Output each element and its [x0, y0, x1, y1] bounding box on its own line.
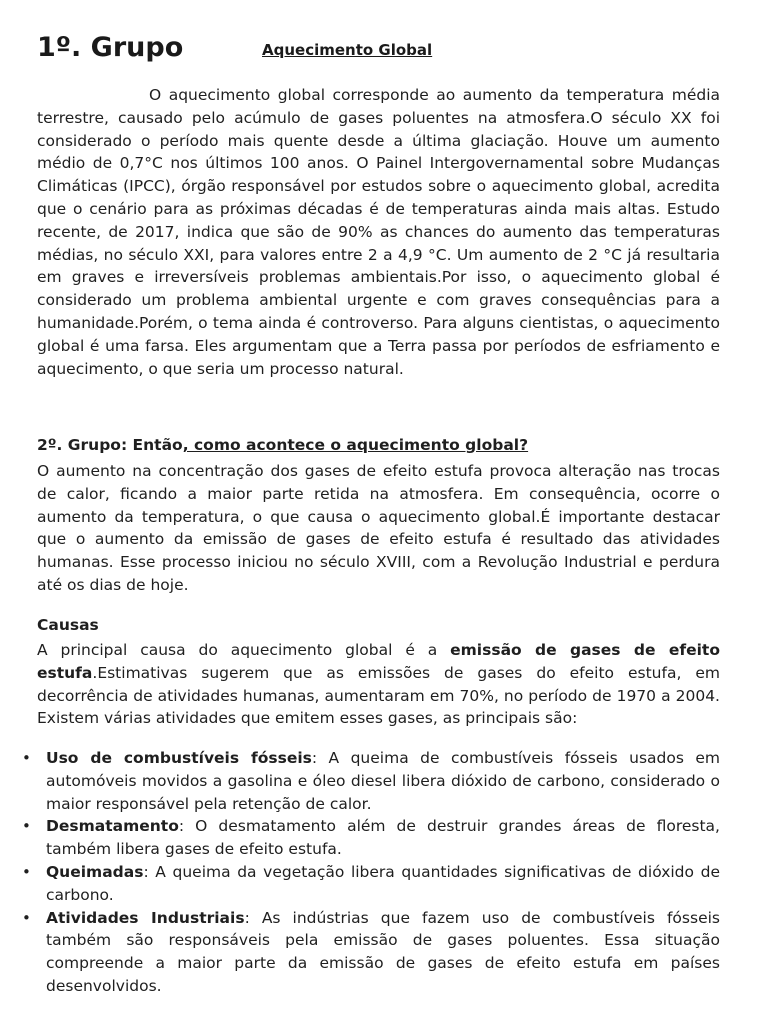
group-2-label: 2º. Grupo: Então — [37, 436, 183, 454]
document-header — [37, 30, 737, 70]
bullet-icon: • — [22, 749, 31, 767]
list-item-text: : As indústrias que fazem uso de combustíveis fósseis também são responsáveis pela emissão de gases poluentes. Essa situação compreende a maior parte da emissão de gases de efeito estufa em países desenvolvidos. — [46, 908, 720, 995]
list-item — [0, 907, 720, 998]
causas-intro-rest: .Estimativas sugerem que as emissões de gases do efeito estufa, em decorrência de atividades humanas, aumentaram em 70%, no período de 1970 a 2004. Existem várias atividades que emitem esses gases, as principais são: — [37, 663, 720, 728]
list-item-term: Uso de combustíveis fósseis — [46, 749, 312, 767]
list-item-term: Desmatamento — [46, 817, 179, 836]
document-title: Aquecimento Global — [262, 41, 433, 59]
list-item — [0, 747, 720, 815]
list-item — [0, 861, 720, 907]
list-item-text: : A queima da vegetação libera quantidades significativas de dióxido de carbono. — [46, 862, 720, 904]
causas-intro-paragraph — [37, 639, 720, 730]
group-2-heading — [37, 434, 720, 456]
list-item-term: Queimadas — [46, 862, 144, 881]
causas-heading: Causas — [37, 616, 99, 634]
causas-intro-start: A principal causa do aquecimento global é a — [37, 641, 451, 659]
list-item — [0, 815, 720, 861]
group-1-title: 1º. Grupo — [37, 32, 184, 63]
list-item-term: Atividades Industriais — [46, 908, 245, 927]
bullet-icon: • — [22, 862, 31, 881]
group-2-question: , como acontece o aquecimento global? — [182, 436, 529, 454]
causas-list — [0, 747, 720, 998]
list-item-text: : O desmatamento além de destruir grandes áreas de floresta, também libera gases de efeito estufa. — [46, 817, 720, 859]
causas-intro-bold: emissão de gases de efeito estufa — [37, 641, 720, 682]
bullet-icon: • — [22, 908, 31, 927]
section-2-paragraph: O aumento na concentração dos gases de efeito estufa provoca alteração nas trocas de calor, ficando a maior parte retida na atmosfera. Em consequência, ocorre o aumento da temperatura, o que causa o aquecimento global.É importante destacar que o aumento da emissão de gases de efeito estufa é resultado das atividades humanas. Esse processo iniciou no século XVIII, com a Revolução Industrial e perdura até os dias de hoje. — [37, 462, 720, 594]
list-item-text: : A queima de combustíveis fósseis usados em automóveis movidos a gasolina e óleo diesel libera dióxido de carbono, considerado o maior responsável pela retenção de calor. — [46, 749, 720, 813]
bullet-icon: • — [22, 817, 31, 836]
intro-paragraph: O aquecimento global corresponde ao aumento da temperatura média terrestre, causado pelo acúmulo de gases poluentes na atmosfera.O século XX foi considerado o período mais quente desde a última glaciação. Houve um aumento médio de 0,7°C nos últimos 100 anos. O Painel Intergovernamental sobre Mudanças Climáticas (IPCC), órgão responsável por estudos sobre o aquecimento global, acredita que o cenário para as próximas décadas é de temperaturas ainda mais altas. Estudo recente, de 2017, indica que são de 90% as chances do aumento das temperaturas médias, no século XXI, para valores entre 2 a 4,9 °C. Um aumento de 2 °C já resultaria em graves e irreversíveis problemas ambientais.Por isso, o aquecimento global é considerado um problema ambiental urgente e com graves consequências para a humanidade.Porém, o tema ainda é controverso. Para alguns cientistas, o aquecimento global é uma farsa. Eles argumentam que a Terra passa por períodos de esfriamento e aquecimento, o que seria um processo natural. — [37, 86, 720, 378]
